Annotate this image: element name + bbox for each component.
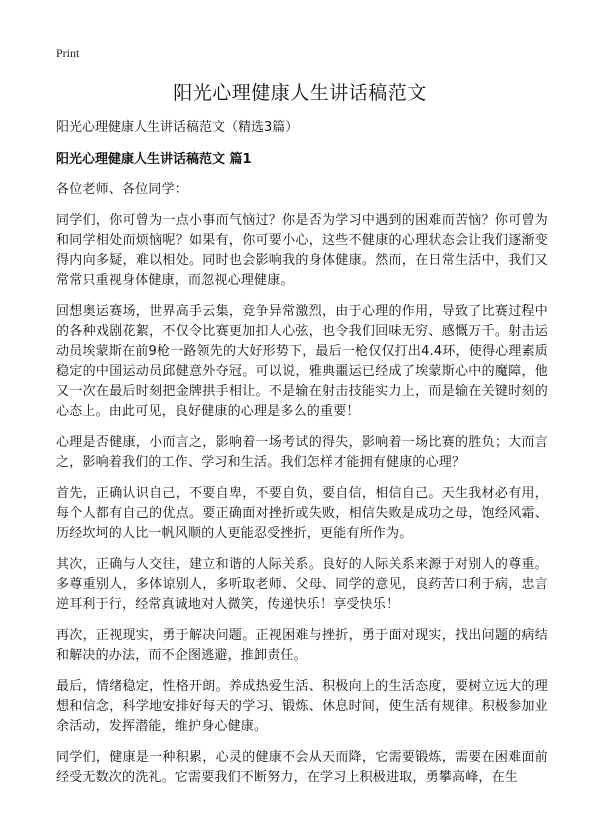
greeting: 各位老师、各位同学：: [56, 182, 189, 197]
paragraph-4: 首先，正确认识自己，不要自卑，不要自负，要自信，相信自己。天生我材必有用，每个人都有自己的优点。要正确面对挫折或失败，相信失败是成功之母，饱经风霜、历经坎坷的人比一帆风顺的人更能忍受挫折，更能有所作为。: [56, 486, 548, 541]
section-heading: 阳光心理健康人生讲话稿范文 篇1: [56, 152, 252, 167]
paragraph-7: 最后，情绪稳定，性格开朗。养成热爱生活、积极向上的生活态度，要树立远大的理想和信念，科学地安排好每天的学习、锻炼、休息时间，使生活有规律。积极参加业余活动，发挥潜能，维护身心健康。: [56, 679, 548, 734]
paragraph-3: 心理是否健康，小而言之，影响着一场考试的得失，影响着一场比赛的胜负；大而言之，影响着我们的工作、学习和生活。我们怎样才能拥有健康的心理？: [56, 435, 548, 470]
paragraph-5: 其次，正确与人交往，建立和谐的人际关系。良好的人际关系来源于对别人的尊重。多尊重别人，多体谅别人，多听取老师、父母、同学的意见，良药苦口利于病，忠言逆耳利于行，经常真诚地对人微笑，传递快乐！享受快乐！: [56, 557, 548, 612]
print-label: Print: [56, 46, 80, 60]
paragraph-1: 同学们，你可曾为一点小事而气恼过？你是否为学习中遇到的困难而苦恼？你可曾为和同学相处而烦恼呢？如果有，你可要小心，这些不健康的心理状态会让我们逐渐变得内向多疑，难以相处。同时也会影响我的身体健康。然而，在日常生活中，我们又常常只重视身体健康，而忽视心理健康。: [56, 213, 548, 288]
document-subtitle: 阳光心理健康人生讲话稿范文（精选3篇）: [56, 120, 299, 135]
paragraph-6: 再次，正视现实，勇于解决问题。正视困难与挫折，勇于面对现实，找出问题的病结和解决的办法，而不企图逃避，推卸责任。: [56, 628, 548, 663]
document-body: [56, 118, 548, 799]
document-title: 阳光心理健康人生讲话稿范文: [173, 82, 427, 104]
paragraph-2: 回想奥运赛场，世界高手云集，竞争异常激烈，由于心理的作用，导致了比赛过程中的各种戏剧花絮，不仅令比赛更加扣人心弦，也令我们回味无穷、感慨万千。射击运动员埃蒙斯在前9枪一路领先的大好形势下，最后一枪仅仅打出4.4环，使得心理素质稳定的中国运动员邱健意外夺冠。可以说，雅典噩运已经成了埃蒙斯心中的魔障，他又一次在最后时刻把金牌拱手相让。不是输在射击技能实力上，而是输在关键时刻的心态上。由此可见，良好健康的心理是多么的重要！: [56, 304, 548, 419]
paragraph-8: 同学们，健康是一种积累，心灵的健康不会从天而降，它需要锻炼，需要在困难面前经受无数次的洗礼。它需要我们不断努力，在学习上积极进取，勇攀高峰，在生: [56, 750, 548, 785]
